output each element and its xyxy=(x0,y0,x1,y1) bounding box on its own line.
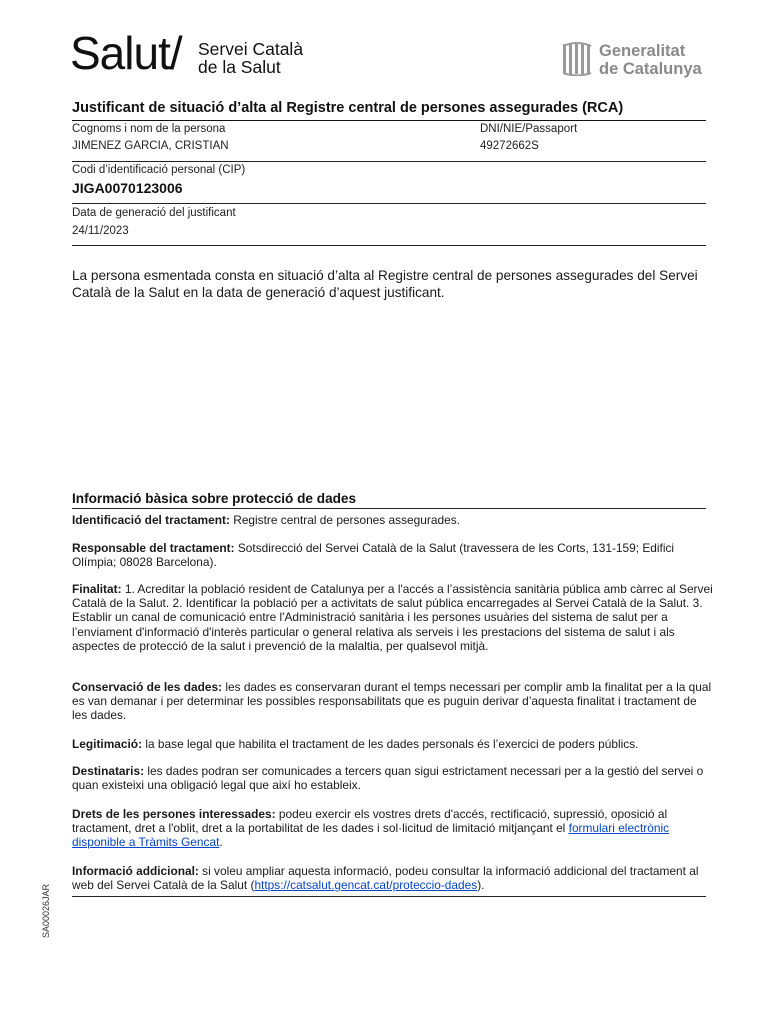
divider xyxy=(72,245,706,246)
catsalut-protection-link[interactable]: https://catsalut.gencat.cat/proteccio-dades xyxy=(254,878,478,893)
destinataris-label: Destinataris: xyxy=(72,764,145,778)
name-value: JIMENEZ GARCIA, CRISTIAN xyxy=(72,140,229,152)
responsable-text: Sotsdirecció del Servei Català de la Salut (travessera de les Corts, 131-159; Edifici Olímpia; 08028 Barcelona). xyxy=(72,541,675,570)
finalitat-paragraph xyxy=(72,582,714,653)
addicional-label: Informació addicional: xyxy=(72,864,199,878)
cip-value: JIGA0070123006 xyxy=(72,180,183,196)
destinataris-paragraph xyxy=(72,764,714,792)
document-code: SA00026JAR xyxy=(41,884,51,939)
tramits-gencat-link[interactable]: formulari electrònic disponible a Tràmits Gencat xyxy=(72,821,670,850)
conservacio-text: les dades es conservaran durant el temps necessari per complir amb la finalitat per a la qual es van demanar i per determinar les possibles responsabilitats que es puguin derivar d’aquesta finalitat i tractament de les dades. xyxy=(72,680,712,723)
conservacio-paragraph xyxy=(72,680,714,723)
drets-paragraph xyxy=(72,807,714,850)
date-label: Data de generació del justificant xyxy=(72,207,236,219)
drets-text: podeu exercir els vostres drets d'accés, rectificació, supressió, oposició al tractament, dret a l'oblit, dret a la portabilitat de les dades i sol·licitud de limitació mitjançant el xyxy=(72,807,668,836)
conservacio-label: Conservació de les dades: xyxy=(72,680,223,694)
gencat-line-1: Generalitat xyxy=(599,42,686,60)
gencat-line-2: de Catalunya xyxy=(599,60,702,78)
finalitat-text: 1. Acreditar la població resident de Catalunya per a l'accés a l’assistència sanitària pública amb càrrec al Servei Català de la Salut. 2. Identificar la població per a activitats de salut pública encarregades al Servei Català de la Salut. 3. Establir un canal de comunicació entre l'Administració sanitària i les persones usuàries del sistema de salut per a l’enviament d'informació d'interès particular o general relativa als serveis i les prestacions del sistema de salut i als aspectes de protecció de la salut i prevenció de la malaltia, per qualsevol mitjà. xyxy=(72,582,713,653)
identificacio-paragraph xyxy=(72,513,714,527)
salut-logo-subtitle xyxy=(198,40,303,76)
salut-logo: Salut/ xyxy=(70,27,182,79)
id-label: DNI/NIE/Passaport xyxy=(480,123,578,135)
divider xyxy=(72,161,706,162)
status-statement: La persona esmentada consta en situació d’alta al Registre central de persones assegurades del Servei Català de la Salut en la data de generació d’aquest justificant. xyxy=(72,268,698,300)
identificacio-label: Identificació del tractament: xyxy=(72,513,230,527)
legitimacio-text: la base legal que habilita el tractament de les dades personals és l’exercici de poders públics. xyxy=(142,737,639,751)
legitimacio-paragraph xyxy=(72,737,714,751)
generalitat-emblem-icon xyxy=(562,42,592,76)
addicional-paragraph xyxy=(72,864,714,892)
date-value: 24/11/2023 xyxy=(72,225,129,237)
divider xyxy=(72,508,706,509)
salut-sub-line-1: Servei Català xyxy=(198,39,304,59)
divider xyxy=(72,203,706,204)
generalitat-logo-text xyxy=(599,42,702,78)
title-divider xyxy=(72,120,706,121)
destinataris-text: les dades podran ser comunicades a tercers quan sigui estrictament necessari per a la gestió del servei o quan existeixi una obligació legal que així ho estableix. xyxy=(72,764,704,793)
identificacio-text: Registre central de persones assegurades. xyxy=(229,513,460,527)
responsable-label: Responsable del tractament: xyxy=(72,541,235,555)
id-value: 49272662S xyxy=(480,140,539,152)
salut-sub-line-2: de la Salut xyxy=(198,57,281,77)
document-title: Justificant de situació d’alta al Registre central de persones assegurades (RCA) xyxy=(72,100,624,116)
responsable-paragraph xyxy=(72,541,714,569)
addicional-text: si voleu ampliar aquesta informació, podeu consultar la informació addicional del tractament al web del Servei Català de la Salut ( xyxy=(72,864,699,893)
drets-label: Drets de les persones interessades: xyxy=(72,807,276,821)
drets-end: . xyxy=(219,835,223,850)
finalitat-label: Finalitat: xyxy=(72,582,122,596)
cip-label: Codi d’identificació personal (CIP) xyxy=(72,164,246,176)
addicional-end: ). xyxy=(477,878,485,893)
data-protection-title: Informació bàsica sobre protecció de dades xyxy=(72,491,357,506)
name-label: Cognoms i nom de la persona xyxy=(72,123,226,135)
legitimacio-label: Legitimació: xyxy=(72,737,143,751)
bottom-divider xyxy=(72,896,706,897)
